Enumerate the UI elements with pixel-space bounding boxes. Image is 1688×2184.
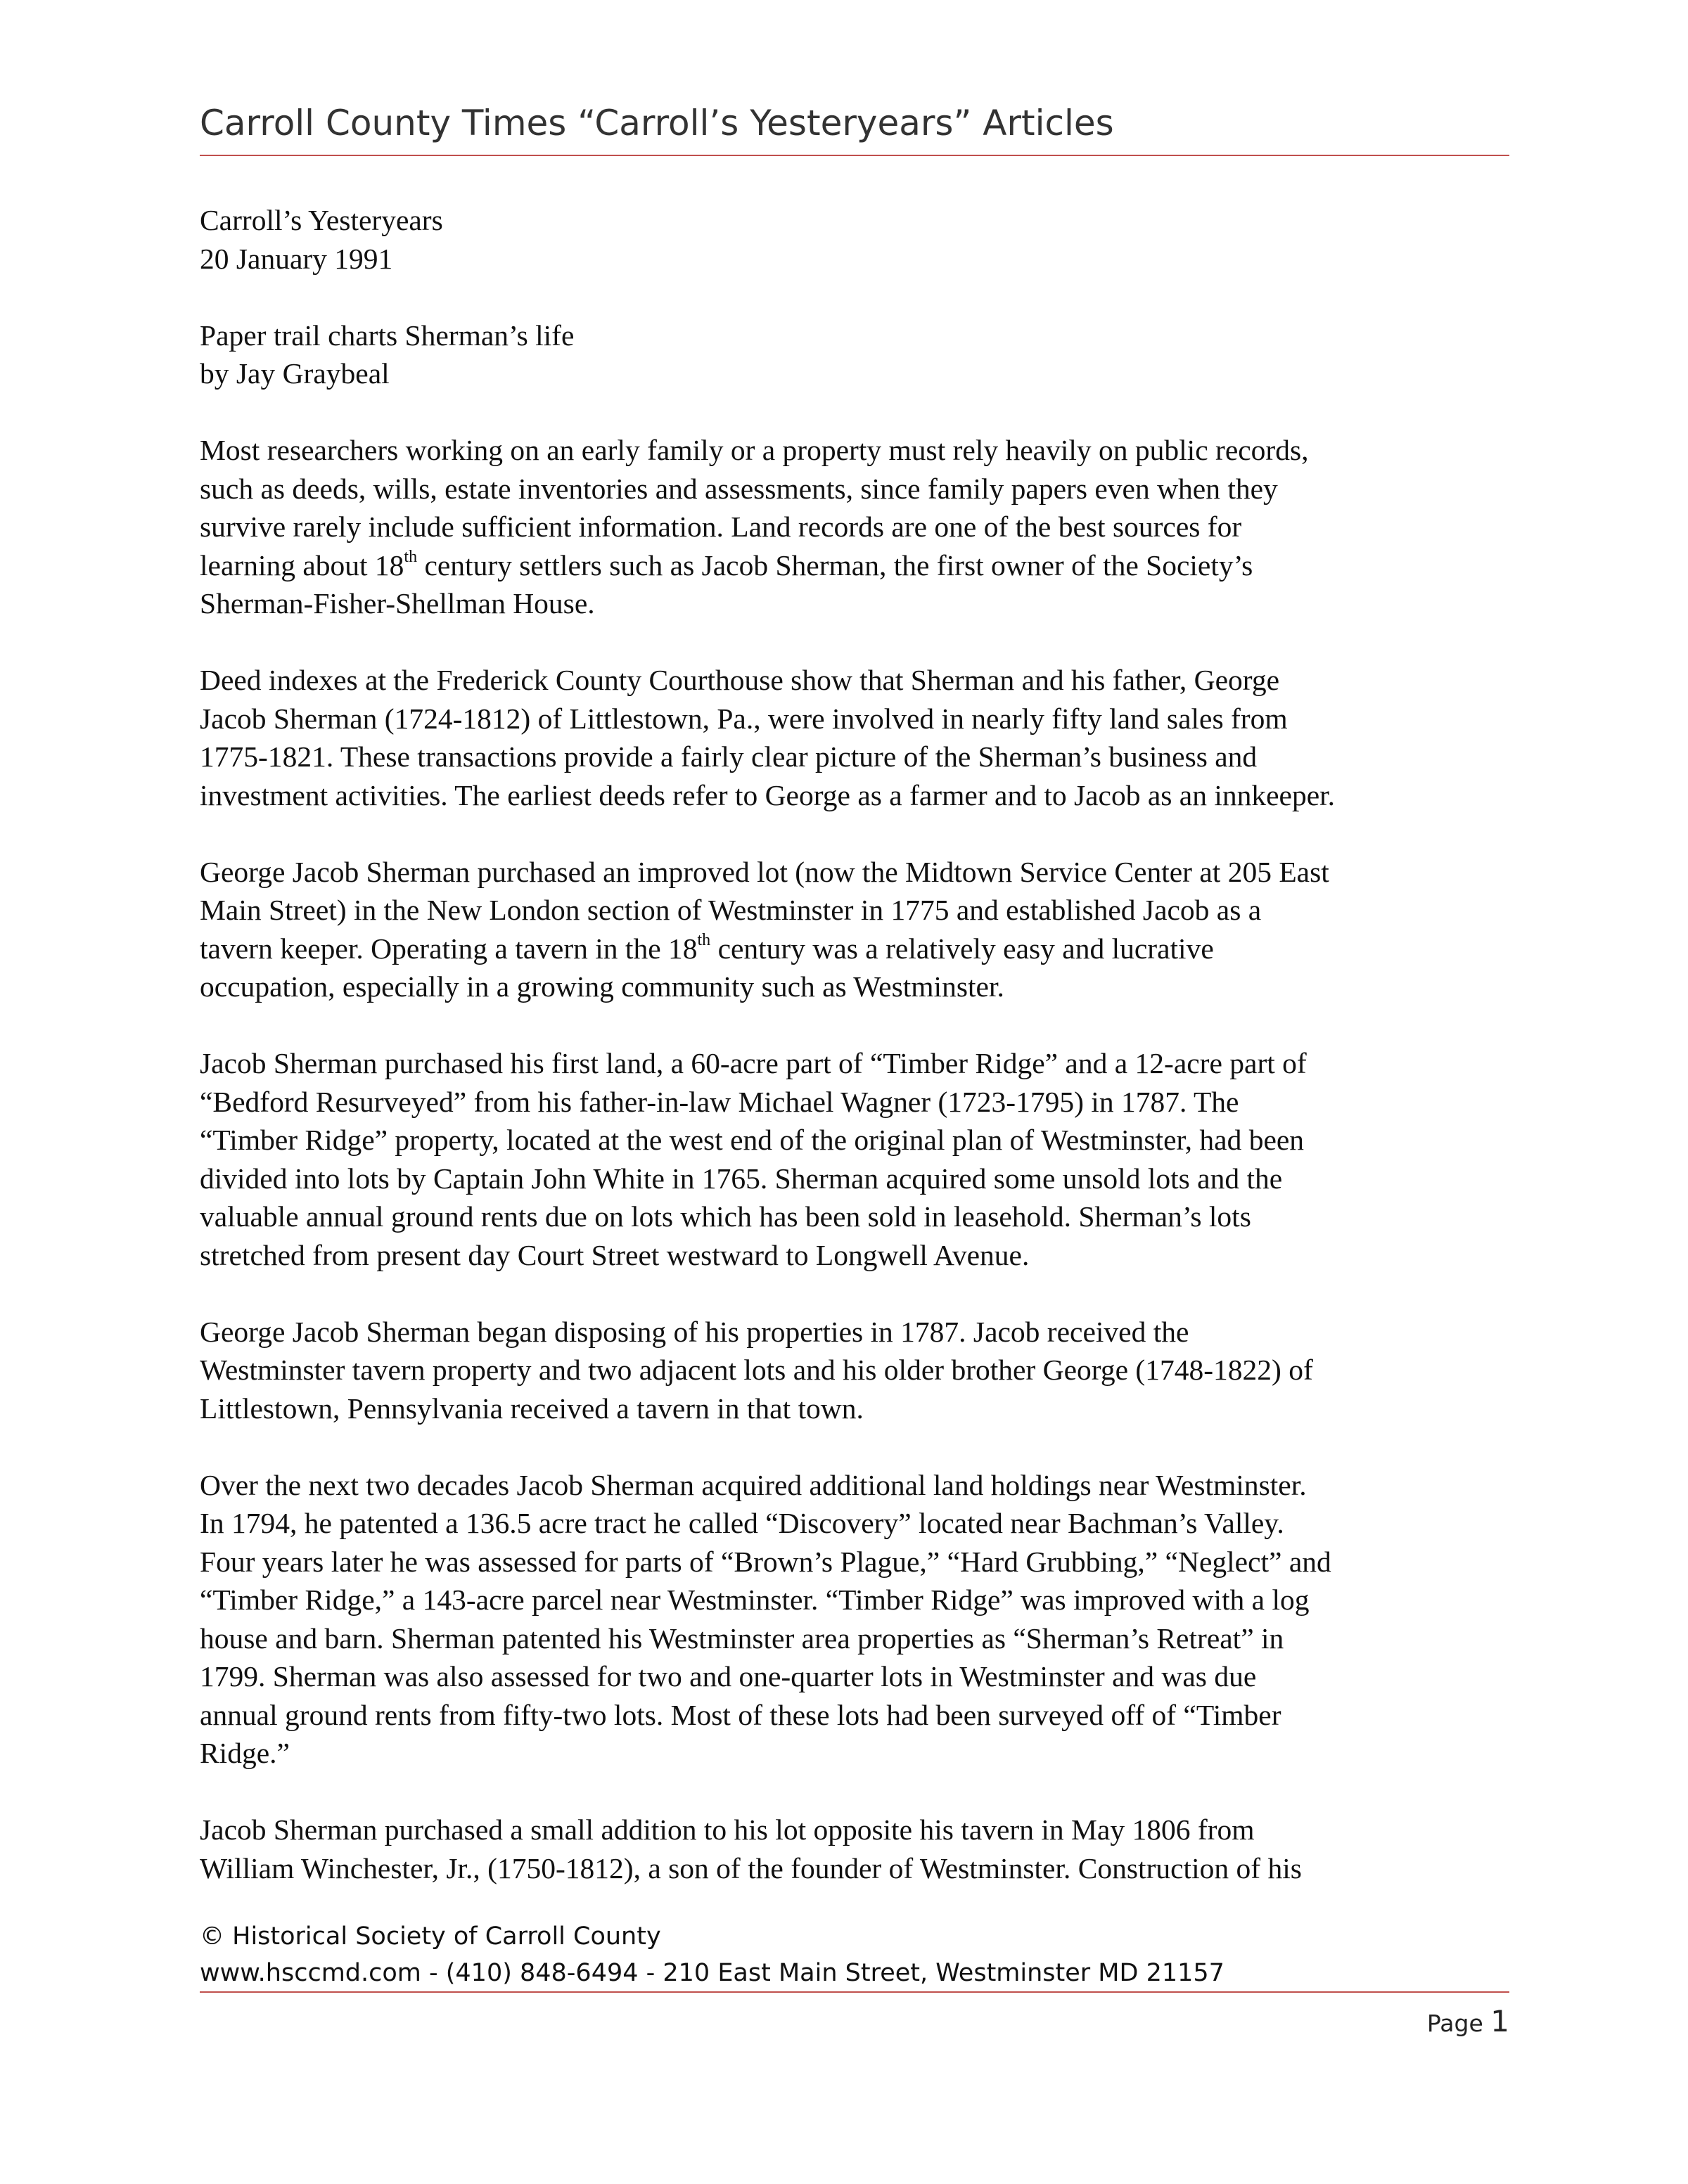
text-line: Littlestown, Pennsylvania received a tavern in that town. [200, 1392, 864, 1425]
text-line: “Timber Ridge” property, located at the west end of the original plan of Westminster, had been [200, 1124, 1305, 1156]
text-segment: tavern keeper. Operating a tavern in the 18 [200, 932, 698, 965]
page-number: 1 [1490, 2004, 1509, 2038]
page-indicator [1427, 2004, 1509, 2038]
text-line: house and barn. Sherman patented his Westminster area properties as “Sherman’s Retreat” in [200, 1621, 1284, 1655]
footer-rule [200, 1991, 1509, 1993]
text-line: Ridge.” [200, 1737, 290, 1769]
text-line: survive rarely include sufficient information. Land records are one of the best sources for [200, 510, 1242, 543]
paragraph-7 [200, 1811, 1522, 1887]
footer [200, 1918, 1225, 1991]
text-line [200, 930, 1522, 968]
text-line: valuable annual ground rents due on lots which has been sold in leasehold. Sherman’s lots [200, 1200, 1251, 1233]
article-meta [200, 201, 1522, 278]
running-header: Carroll County Times “Carroll’s Yesteryears” Articles [200, 103, 1114, 143]
text-line: Main Street) in the New London section of Westminster in 1775 and established Jacob as a [200, 894, 1262, 926]
text-line: Jacob Sherman purchased his first land, a 60-acre part of “Timber Ridge” and a 12-acre part of [200, 1047, 1307, 1079]
text-line: Jacob Sherman (1724-1812) of Littlestown, Pa., were involved in nearly fifty land sales from [200, 702, 1288, 735]
text-line: investment activities. The earliest deeds refer to George as a farmer and to Jacob as an innkeeper. [200, 778, 1336, 811]
paragraph-2 [200, 661, 1522, 814]
text-line: stretched from present day Court Street westward to Longwell Avenue. [200, 1238, 1030, 1271]
text-segment: century settlers such as Jacob Sherman, the first owner of the Society’s [417, 548, 1253, 582]
text-line [200, 546, 1522, 585]
header-rule [200, 155, 1509, 156]
text-segment: learning about 18 [200, 548, 404, 582]
text-line: Four years later he was assessed for parts of “Brown’s Plague,” “Hard Grubbing,” “Neglect” and [200, 1545, 1331, 1578]
text-line: occupation, especially in a growing community such as Westminster. [200, 970, 1004, 1003]
text-line: such as deeds, wills, estate inventories and assessments, since family papers even when they [200, 472, 1278, 505]
text-line: William Winchester, Jr., (1750-1812), a son of the founder of Westminster. Construction of his [200, 1851, 1302, 1884]
paragraph-1 [200, 431, 1522, 623]
text-line: Westminster tavern property and two adjacent lots and his older brother George (1748-1822) of [200, 1354, 1313, 1386]
column-name: Carroll’s Yesteryears [200, 204, 443, 236]
page-label: Page [1426, 2010, 1483, 2037]
text-line: George Jacob Sherman began disposing of his properties in 1787. Jacob received the [200, 1315, 1189, 1348]
article-body [200, 201, 1522, 1926]
text-line: divided into lots by Captain John White in 1765. Sherman acquired some unsold lots and the [200, 1162, 1283, 1195]
text-line: “Bedford Resurveyed” from his father-in-law Michael Wagner (1723-1795) in 1787. The [200, 1085, 1239, 1118]
footer-contact: www.hsccmd.com - (410) 848-6494 - 210 East Main Street, Westminster MD 21157 [200, 1959, 1225, 1987]
text-line: Sherman-Fisher-Shellman House. [200, 587, 595, 619]
text-line: In 1794, he patented a 136.5 acre tract he called “Discovery” located near Bachman’s Valley. [200, 1507, 1284, 1539]
article-title-block [200, 316, 1522, 393]
paragraph-3 [200, 853, 1522, 1006]
text-line: George Jacob Sherman purchased an improved lot (now the Midtown Service Center at 205 East [200, 855, 1329, 888]
text-line: Deed indexes at the Frederick County Courthouse show that Sherman and his father, George [200, 664, 1279, 696]
text-line: annual ground rents from fifty-two lots. Most of these lots had been surveyed off of “Timber [200, 1698, 1281, 1731]
text-line: Most researchers working on an early family or a property must rely heavily on public records, [200, 434, 1309, 466]
text-line: Over the next two decades Jacob Sherman acquired additional land holdings near Westminster. [200, 1468, 1307, 1501]
text-line: Jacob Sherman purchased a small addition to his lot opposite his tavern in May 1806 from [200, 1813, 1255, 1846]
text-line: “Timber Ridge,” a 143-acre parcel near Westminster. “Timber Ridge” was improved with a log [200, 1584, 1310, 1616]
article-date: 20 January 1991 [200, 242, 393, 275]
ordinal-superscript: th [404, 547, 418, 566]
byline: by Jay Graybeal [200, 357, 390, 390]
paragraph-5 [200, 1313, 1522, 1428]
headline: Paper trail charts Sherman’s life [200, 319, 575, 352]
text-line: 1799. Sherman was also assessed for two and one-quarter lots in Westminster and was due [200, 1660, 1257, 1692]
paragraph-6 [200, 1466, 1522, 1773]
footer-copyright: © Historical Society of Carroll County [200, 1922, 661, 1951]
paragraph-4 [200, 1044, 1522, 1274]
ordinal-superscript: th [697, 930, 711, 949]
text-line: 1775-1821. These transactions provide a fairly clear picture of the Sherman’s business and [200, 740, 1258, 773]
text-segment: century was a relatively easy and lucrative [710, 932, 1214, 965]
